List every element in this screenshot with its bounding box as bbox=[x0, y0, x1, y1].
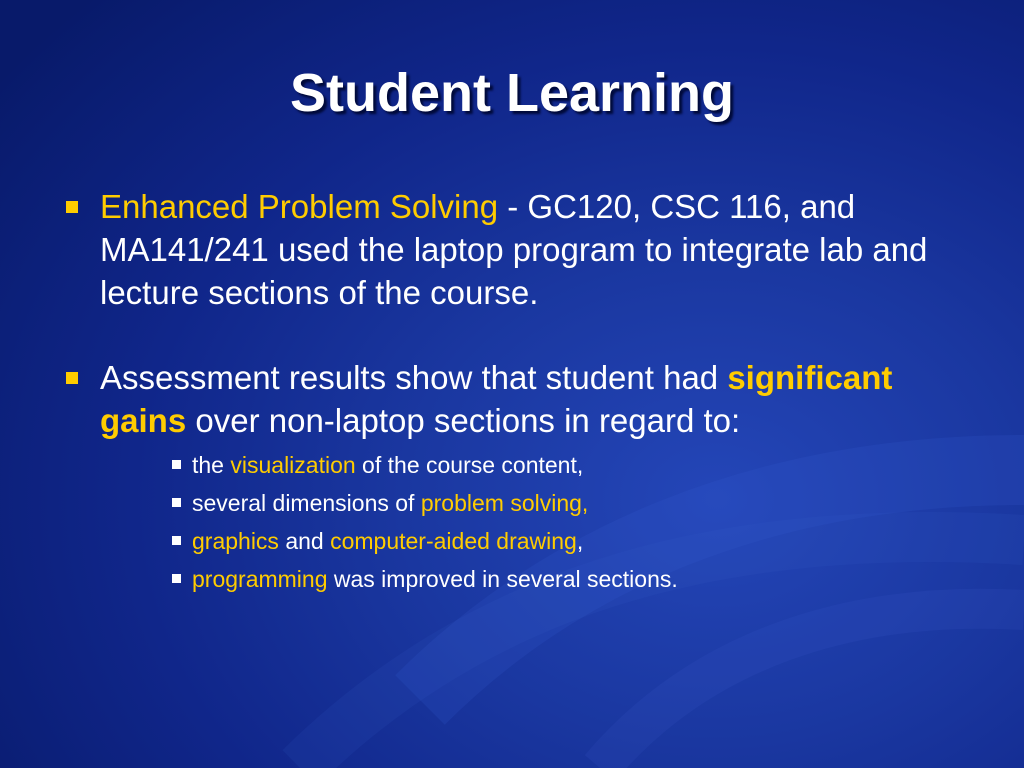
slide-title: Student Learning bbox=[290, 63, 734, 123]
slide-body bbox=[62, 185, 982, 598]
square-bullet-icon bbox=[66, 201, 78, 213]
bullet-highlight: Enhanced Problem Solving bbox=[100, 188, 499, 225]
sub-list bbox=[100, 446, 982, 598]
sub-highlight: programming bbox=[192, 566, 328, 592]
sub-highlight: problem solving, bbox=[420, 490, 589, 516]
sub-text: of the course content, bbox=[355, 452, 584, 478]
sub-text: , bbox=[576, 528, 584, 554]
sub-item bbox=[168, 522, 982, 560]
sub-item bbox=[168, 446, 982, 484]
bullet-text: - GC120, CSC 116, and MA141/241 used the laptop program to integrate lab and lecture sections of the course. bbox=[100, 188, 928, 311]
sub-text: was improved in several sections. bbox=[327, 566, 678, 592]
bullet-text: over non-laptop sections in regard to: bbox=[186, 402, 741, 439]
square-bullet-icon bbox=[172, 574, 181, 583]
sub-highlight: visualization bbox=[230, 452, 356, 478]
sub-highlight: computer-aided drawing bbox=[330, 528, 577, 554]
sub-text: the bbox=[192, 452, 231, 478]
square-bullet-icon bbox=[172, 536, 181, 545]
sub-item bbox=[168, 560, 982, 598]
sub-item bbox=[168, 484, 982, 522]
square-bullet-icon bbox=[172, 498, 181, 507]
bullet-item bbox=[62, 185, 982, 314]
bullet-text: Assessment results show that student had bbox=[100, 359, 728, 396]
bullet-item bbox=[62, 356, 982, 598]
sub-text: several dimensions of bbox=[192, 490, 421, 516]
bullet-highlight: significant gains bbox=[100, 359, 893, 439]
sub-highlight: graphics bbox=[192, 528, 279, 554]
square-bullet-icon bbox=[66, 372, 78, 384]
square-bullet-icon bbox=[172, 460, 181, 469]
sub-text: and bbox=[278, 528, 331, 554]
